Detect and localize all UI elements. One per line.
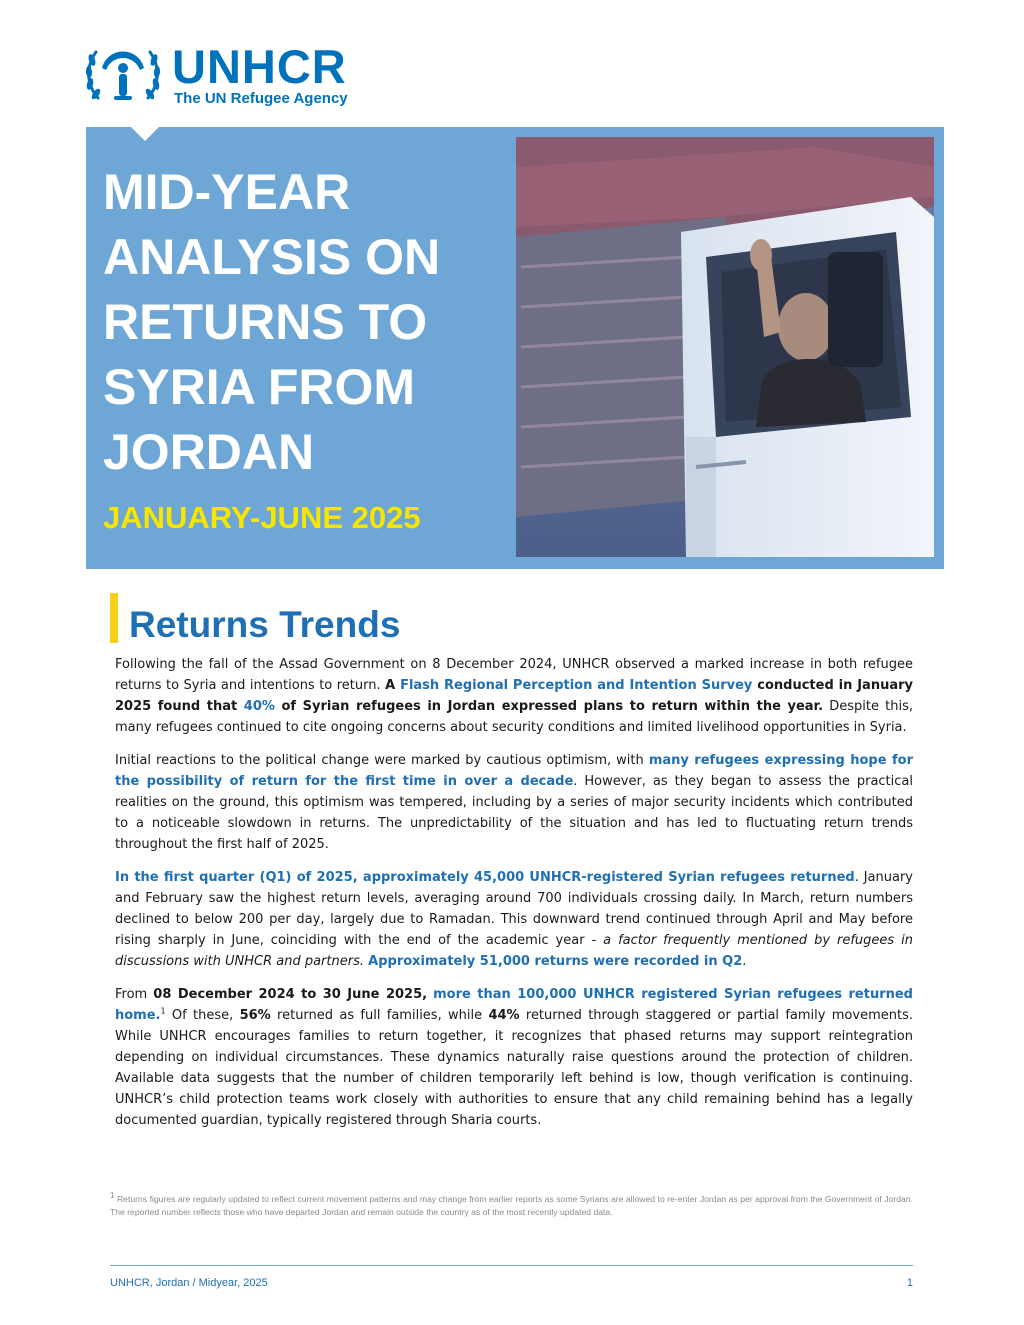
- highlight-percent: 40%: [243, 699, 275, 714]
- footer-source: UNHCR, Jordan / Midyear, 2025: [110, 1277, 268, 1289]
- paragraph-3: [115, 867, 913, 972]
- footnote-text: Returns figures are regularly updated to reflect current movement patterns and may change from earlier reports as some Syrians are allowed to re-enter Jordan as per approval from the Government of Jordan. The reported number reflects those who have departed Jordan and remain outside the country as of the most recently updated data.: [110, 1194, 913, 1217]
- paragraph-1: [115, 654, 913, 738]
- section-title: Returns Trends: [129, 604, 401, 645]
- highlight-text: more than 100,000 UNHCR registered Syrian refugees returned home.: [115, 987, 913, 1023]
- page-number: 1: [906, 1277, 913, 1289]
- page-title: MID-YEAR ANALYSIS ON RETURNS TO SYRIA FROM JORDAN: [103, 164, 441, 480]
- logo-wordmark: UNHCR: [172, 40, 347, 93]
- text-run: returned as full families, while: [270, 1008, 489, 1023]
- hope-link[interactable]: many refugees expressing hope for the possibility of return for the first time in over a decade: [115, 753, 913, 789]
- text-run: . January and February saw the highest return levels, averaging around 700 individuals crossing daily. In March, return numbers declined to below 200 per day, largely due to Ramadan. This downward trend continued through April and May before rising sharply in June, coinciding with the end of the academic year -: [115, 870, 913, 948]
- text-run: returned through staggered or partial family movements. While UNHCR encourages families to return together, it recognizes that phased returns may support reintegration depending on individual circumstances. These dynamics naturally raise questions around the protection of children. Available data suggests that the number of children temporarily left behind is low, though verification is continuing. UNHCR’s child protection teams work closely with authorities to ensure that any child remaining behind has a legally documented guardian, typically registered through Sharia courts.: [115, 1008, 913, 1128]
- paragraph-4: [115, 984, 913, 1131]
- paragraph-2: [115, 750, 913, 855]
- text-run: .: [742, 954, 747, 969]
- footer-divider: [110, 1265, 913, 1266]
- text-run: conducted in January 2025 found that: [115, 678, 913, 714]
- text-run: From: [115, 987, 154, 1002]
- text-run: . However, as they began to assess the practical realities on the ground, this optimism was tempered, including by a series of major security incidents which contributed to a noticeable slowdown in returns. The unpredictability of the situation and has led to fluctuating return trends throughout the first half of 2025.: [115, 774, 913, 852]
- unhcr-emblem-icon: [82, 38, 164, 106]
- article-body: [115, 654, 913, 1143]
- text-run: a factor frequently mentioned by refugees in discussions with UNHCR and partners.: [115, 933, 913, 969]
- truck-driver-waving-photo: [516, 137, 934, 557]
- text-run: Following the fall of the Assad Government on 8 December 2024, UNHCR observed a marked increase in both refugee returns to Syria and intentions to return.: [115, 657, 913, 693]
- text-run: Initial reactions to the political change were marked by cautious optimism, with: [115, 753, 649, 768]
- text-run: Despite this, many refugees continued to cite ongoing concerns about security conditions and limited livelihood opportunities in Syria.: [115, 699, 914, 735]
- survey-link[interactable]: Flash Regional Perception and Intention Survey: [400, 678, 753, 693]
- text-run: 44%: [488, 1008, 520, 1023]
- hero-notch: [131, 127, 159, 141]
- text-run: of Syrian refugees in Jordan expressed plans to return within the year.: [274, 699, 824, 714]
- section-accent-bar: [110, 593, 118, 643]
- footnote-marker: 1: [110, 1191, 115, 1201]
- text-run: Of these,: [165, 1008, 240, 1023]
- page-subtitle: JANUARY-JUNE 2025: [103, 500, 421, 535]
- footnote-ref[interactable]: 1: [160, 1006, 166, 1016]
- logo-tagline: The UN Refugee Agency: [174, 90, 348, 107]
- highlight-text: In the first quarter (Q1) of 2025, approximately 45,000 UNHCR-registered Syrian refugees returned: [115, 870, 855, 885]
- footnote: [110, 1193, 913, 1219]
- unhcr-logo: [82, 38, 382, 113]
- highlight-text: Approximately 51,000 returns were recorded in Q2: [368, 954, 743, 969]
- text-run: 56%: [239, 1008, 271, 1023]
- text-run: 08 December 2024 to 30 June 2025,: [153, 987, 428, 1002]
- text-run: A: [385, 678, 401, 693]
